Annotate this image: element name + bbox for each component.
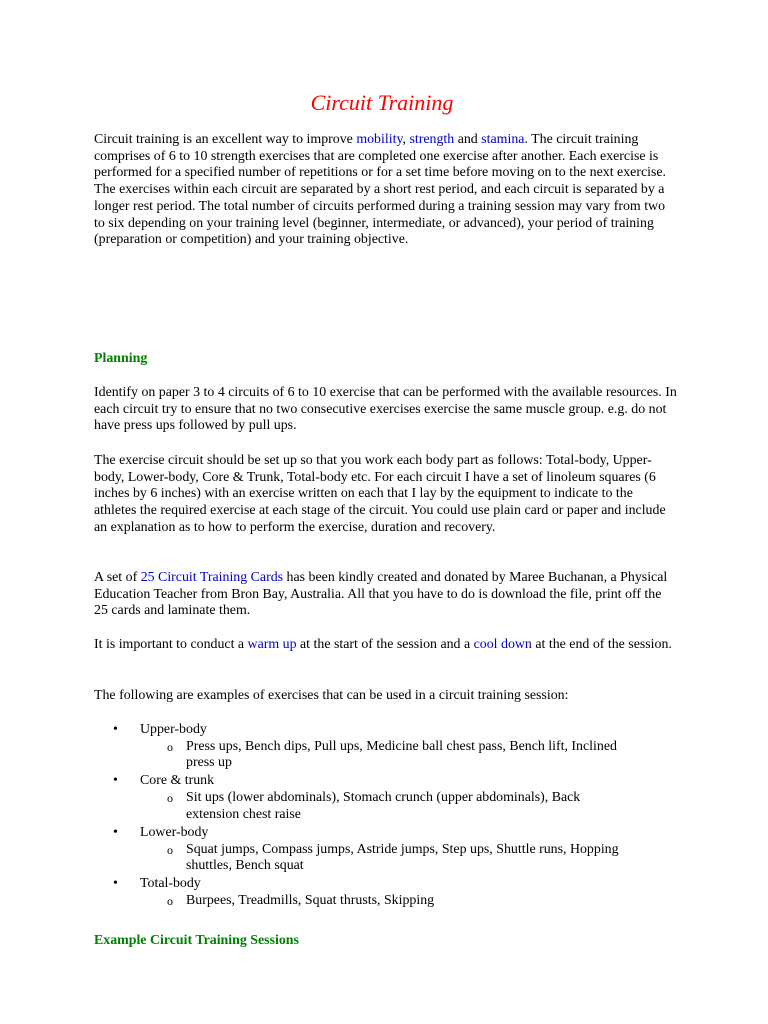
planning-paragraph-5: The following are examples of exercises that can be used in a circuit training session: — [94, 688, 569, 703]
planning-paragraph-3 — [94, 570, 678, 620]
exercise-sublist — [140, 790, 678, 823]
intro-separator-2: and — [454, 132, 482, 147]
exercise-group-label: Upper-body — [140, 722, 207, 737]
list-item: o Burpees, Treadmills, Squat thrusts, Skipping — [140, 893, 626, 910]
exercise-group-label: Core & trunk — [140, 773, 215, 789]
example-sessions-heading: Example Circuit Training Sessions — [94, 933, 299, 948]
intro-text-start: Circuit training is an excellent way to improve — [94, 132, 357, 147]
list-item — [94, 876, 678, 909]
list-item: o Sit ups (lower abdominals), Stomach crunch (upper abdominals), Back extension chest raise — [140, 790, 626, 823]
cards-text-rest: has been kindly created and donated by Maree Buchanan, a Physical Education Teacher from Bron Bay, Australia. All that you have to do is download the file, print off the 25 cards and laminate them. — [94, 570, 668, 619]
list-item: o Squat jumps, Compass jumps, Astride jumps, Step ups, Shuttle runs, Hopping shuttles, Bench squat — [140, 842, 626, 875]
warmup-text-end: at the end of the session. — [531, 637, 672, 652]
warm-up-link[interactable]: warm up — [247, 637, 297, 652]
warmup-text-mid: at the start of the session and a — [296, 637, 474, 652]
warmup-text-start: It is important to conduct a — [94, 637, 248, 652]
intro-text-rest: . The circuit training comprises of 6 to 10 strength exercises that are completed one exercise after another. Each exercise is performed for a specified number of repetitions or for a set time before moving on to the next exercise. The exercises within each circuit are separated by a short rest period, and each circuit is separated by a longer rest period. The total number of circuits performed during a training session may vary from two to six depending on your training level (beginner, intermediate, or advanced), your period of training (preparation or competition) and your training objective. — [94, 132, 667, 248]
list-item — [94, 722, 678, 772]
exercise-group-label: Lower-body — [140, 824, 209, 840]
exercise-sublist — [140, 739, 678, 772]
intro-separator-1: , — [402, 132, 410, 147]
exercise-sublist — [140, 893, 678, 910]
list-item: o Press ups, Bench dips, Pull ups, Medicine ball chest pass, Bench lift, Inclined press up — [140, 739, 626, 772]
exercise-group-label: Total-body — [140, 876, 201, 892]
list-item — [94, 773, 678, 823]
planning-paragraph-1: Identify on paper 3 to 4 circuits of 6 to 10 exercise that can be performed with the available resources. In each circuit try to ensure that no two consecutive exercises exercise the same muscle group. e.g. do not have press ups followed by pull ups. — [94, 385, 677, 434]
cards-text-start: A set of — [94, 570, 141, 585]
stamina-link[interactable]: stamina — [481, 132, 525, 147]
strength-link[interactable]: strength — [409, 132, 455, 147]
exercise-list — [94, 722, 678, 911]
intro-paragraph — [94, 132, 678, 249]
mobility-link[interactable]: mobility — [356, 132, 403, 147]
planning-heading: Planning — [94, 351, 148, 366]
exercise-sublist — [140, 842, 678, 875]
list-item — [94, 825, 678, 875]
page-title: Circuit Training — [310, 90, 454, 115]
circuit-cards-link[interactable]: 25 Circuit Training Cards — [140, 570, 284, 585]
planning-paragraph-2: The exercise circuit should be set up so that you work each body part as follows: Total-body, Upper-body, Lower-body, Core & Trunk, Total-body etc. For each circuit I have a set of linoleum squares (6 inches by 6 inches) with an exercise written on each that I lay by the equipment to indicate to the athletes the required exercise at each stage of the circuit. You could use plain card or paper and include an explanation as to how to perform the exercise, duration and recovery. — [94, 453, 666, 535]
planning-paragraph-4 — [94, 637, 678, 654]
cool-down-link[interactable]: cool down — [473, 637, 532, 652]
